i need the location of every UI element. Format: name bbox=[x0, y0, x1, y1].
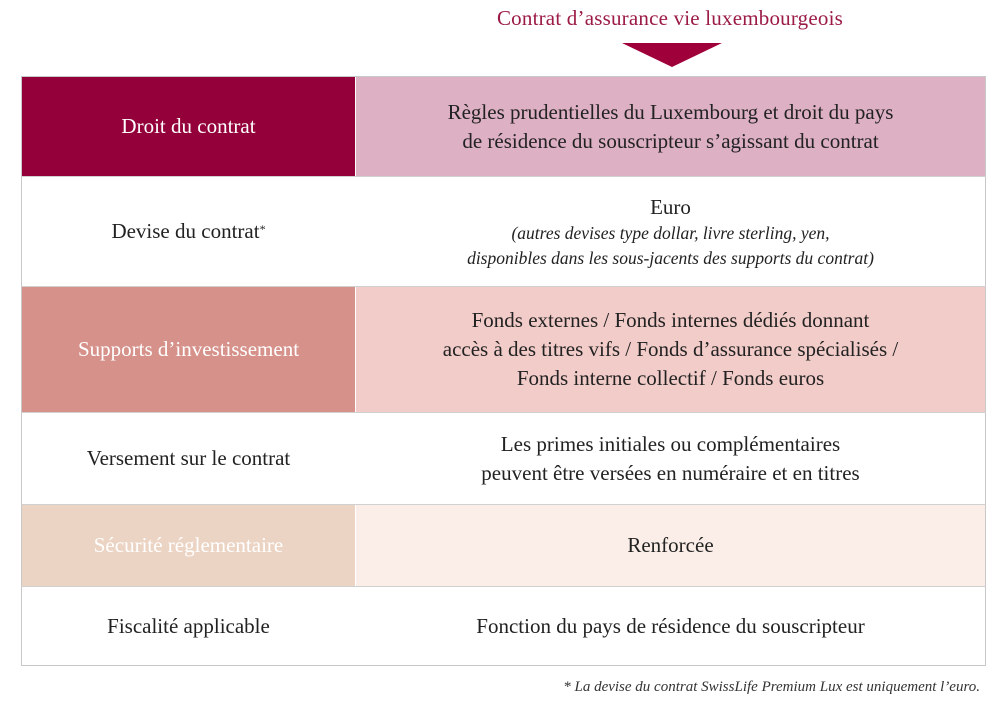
row-label bbox=[21, 77, 355, 176]
row-value-italic-line: (autres devises type dollar, livre sterling, yen, bbox=[511, 222, 830, 243]
table-row bbox=[21, 287, 986, 413]
down-arrow-icon bbox=[622, 43, 722, 67]
row-value-line: Les primes initiales ou complémentaires bbox=[500, 431, 841, 456]
row-label bbox=[21, 413, 355, 504]
row-value-line: Règles prudentielles du Luxembourg et droit du pays bbox=[447, 99, 894, 124]
table-row bbox=[21, 413, 986, 505]
table-row bbox=[21, 177, 986, 287]
row-label-text: Versement sur le contrat bbox=[86, 446, 291, 470]
row-value-line: Fonds externes / Fonds internes dédiés donnant bbox=[471, 308, 870, 332]
row-label-text: Supports d’investissement bbox=[77, 337, 300, 361]
footnote-marker: * bbox=[259, 222, 266, 236]
table-row bbox=[21, 77, 986, 177]
table-row bbox=[21, 587, 986, 665]
row-value bbox=[355, 287, 986, 412]
row-label bbox=[21, 177, 355, 286]
row-label-text: Fiscalité applicable bbox=[107, 613, 270, 638]
table-row bbox=[21, 505, 986, 587]
comparison-table bbox=[21, 76, 986, 666]
row-value-line: peuvent être versées en numéraire et en titres bbox=[481, 460, 860, 485]
row-value bbox=[355, 177, 986, 286]
row-value bbox=[355, 587, 986, 665]
row-value-line: accès à des titres vifs / Fonds d’assurance spécialisés / bbox=[442, 337, 899, 361]
row-label bbox=[21, 287, 355, 412]
row-value bbox=[355, 77, 986, 176]
row-label-text: Droit du contrat bbox=[121, 114, 256, 138]
row-value-main: Euro bbox=[650, 194, 691, 219]
row-value-line: Fonction du pays de résidence du souscripteur bbox=[476, 613, 865, 638]
row-value-line: Fonds interne collectif / Fonds euros bbox=[516, 366, 825, 390]
row-value-line: de résidence du souscripteur s’agissant du contrat bbox=[462, 128, 879, 153]
footnote: * La devise du contrat SwissLife Premium Lux est uniquement l’euro. bbox=[563, 679, 980, 695]
row-value bbox=[355, 505, 986, 586]
row-label-text: Devise du contrat bbox=[111, 219, 260, 243]
row-value bbox=[355, 413, 986, 504]
row-label bbox=[21, 587, 355, 665]
row-value-line: Renforcée bbox=[627, 533, 714, 557]
row-label-text: Sécurité réglementaire bbox=[93, 533, 284, 557]
row-label bbox=[21, 505, 355, 586]
row-value-italic-line: disponibles dans les sous-jacents des supports du contrat) bbox=[467, 247, 874, 268]
contract-title: Contrat d’assurance vie luxembourgeois bbox=[496, 6, 844, 30]
